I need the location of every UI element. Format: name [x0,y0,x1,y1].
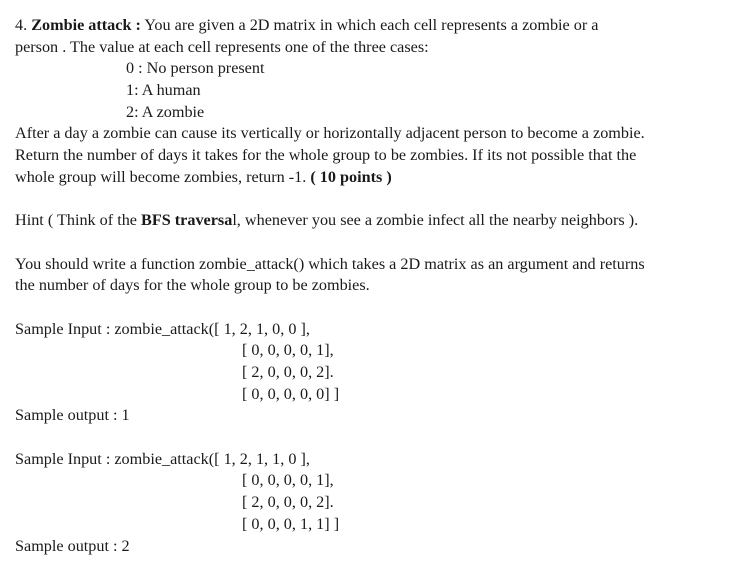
matrix-row: [ 1, 2, 1, 0, 0 ], [214,319,310,338]
sample-input-label: Sample Input : zombie_attack( [15,449,215,468]
spacer [15,427,740,449]
sample-input-label: Sample Input : zombie_attack( [15,319,215,338]
hint-suffix: l, whenever you see a zombie infect all the nearby neighbors ). [232,211,639,230]
function-desc-line-2: the number of days for the whole group to be zombies. [15,276,370,295]
function-desc-line-1: You should write a function zombie_attack() which takes a 2D matrix as an argument and returns [15,254,645,273]
matrix-row: [ 2, 0, 0, 0, 2]. [242,493,334,512]
matrix-row: [ 2, 0, 0, 0, 2]. [242,363,334,381]
matrix-row: [ 1, 2, 1, 1, 0 ], [214,449,310,468]
spacer [15,297,740,319]
points-label: ( 10 points ) [310,167,392,186]
case-item: 1: A human [126,81,201,100]
problem-intro-line-2: person . The value at each cell represents one of the three cases: [15,37,429,56]
description-line-1: After a day a zombie can cause its vertically or horizontally adjacent person to become a zombie. [15,124,645,143]
problem-number: 4. [15,16,28,34]
problem-intro-line-1 [15,15,740,37]
spacer [15,232,740,254]
sample-input-line [15,449,740,471]
sample-output: Sample output : 1 [15,406,130,425]
description-line-2: Return the number of days it takes for the whole group to be zombies. If its not possible that the [15,146,637,165]
description-text-3: whole group will become zombies, return -1. [15,167,307,186]
hint-bold: BFS traversa [141,211,233,230]
problem-document [15,15,740,557]
description-line-3 [15,167,740,189]
problem-title: Zombie attack : [31,16,141,34]
case-item: 0 : No person present [126,59,265,78]
problem-intro-text-1: You are given a 2D matrix in which each cell represents a zombie or a [144,16,599,34]
hint-prefix: Hint ( Think of the [15,211,142,230]
sample-output: Sample output : 2 [15,536,130,555]
hint-line [15,210,740,232]
matrix-row: [ 0, 0, 0, 0, 1], [242,341,334,360]
spacer [15,189,740,211]
matrix-row: [ 0, 0, 0, 1, 1] ] [242,514,340,533]
matrix-row: [ 0, 0, 0, 0, 0] ] [242,384,340,403]
case-item: 2: A zombie [126,102,205,121]
sample-input-line [15,319,740,341]
matrix-row: [ 0, 0, 0, 0, 1], [242,471,334,490]
